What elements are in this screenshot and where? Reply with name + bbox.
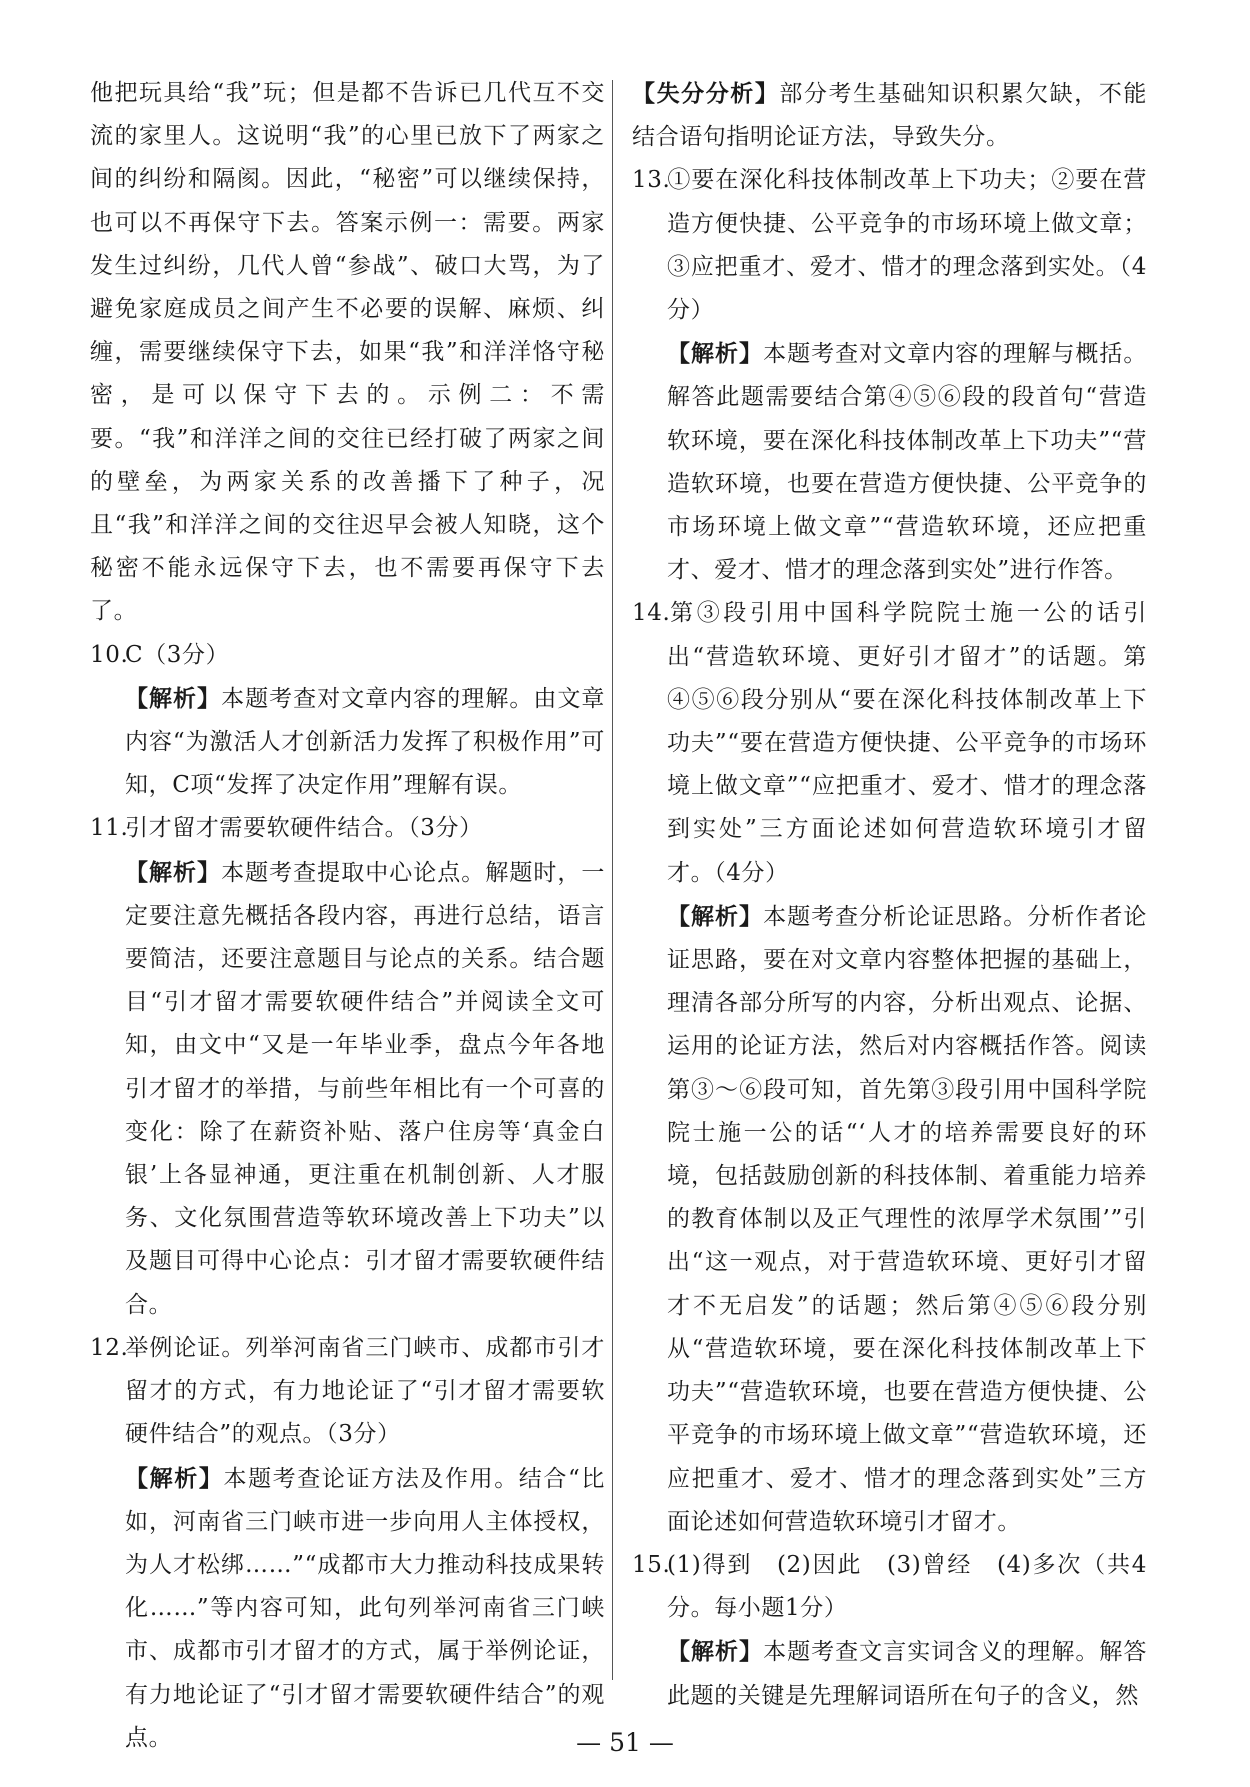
- analysis-text: 本题考查对文章内容的理解。由文章内容“为激活人才创新活力发挥了积极作用”可知，C项“发挥了决定作用”理解有误。: [125, 685, 605, 799]
- question-15-answer: [632, 1544, 1147, 1630]
- analysis-text: 本题考查论证方法及作用。结合“比如，河南省三门峡市进一步向用人主体授权，为人才松绑……”“成都市大力推动科技成果转化……”等内容可知，此句列举河南省三门峡市、成都市引才留才的方式，属于举例论证，有力地论证了“引才留才需要软硬件结合”的观点。: [125, 1465, 605, 1751]
- question-13-answer: [632, 159, 1147, 332]
- analysis-tag: 【解析】: [125, 858, 222, 886]
- question-12-answer: [90, 1327, 605, 1457]
- loss-analysis-paragraph: [632, 72, 1147, 159]
- answer-text: ①要在深化科技体制改革上下功夫；②要在营造方便快捷、公平竞争的市场环境上做文章；③应把重才、爱才、惜才的理念落到实处。（4分）: [667, 167, 1147, 324]
- question-number: 12.: [90, 1334, 129, 1361]
- question-number: 10.: [90, 641, 129, 668]
- question-number: 11.: [90, 815, 129, 842]
- question-11-answer: [90, 807, 605, 850]
- analysis-tag: 【解析】: [667, 1638, 764, 1666]
- question-15-analysis: [632, 1630, 1147, 1717]
- analysis-text: 本题考查分析论证思路。分析作者论证思路，要在对文章内容整体把握的基础上，理清各部分所写的内容，分析出观点、论据、运用的论证方法，然后对内容概括作答。阅读第③～⑥段可知，首先第③段引用中国科学院院士施一公的话“‘人才的培养需要良好的环境，包括鼓励创新的科技体制、着重能力培养的教育体制以及正气理性的浓厚学术氛围’”引出“这一观点，对于营造软环境、更好引才留才不无启发”的话题；然后第④⑤⑥段分别从“营造软环境，要在深化科技体制改革上下功夫”“营造软环境，也要在营造方便快捷、公平竞争的市场环境上做文章”“营造软环境，还应把重才、爱才、惜才的理念落到实处”三方面论述如何营造软环境引才留才。: [667, 903, 1147, 1535]
- analysis-text: 本题考查文言实词含义的理解。解答此题的关键是先理解词语所在句子的含义，然: [667, 1639, 1147, 1709]
- question-10-analysis: [90, 677, 605, 808]
- analysis-text: 本题考查提取中心论点。解题时，一定要注意先概括各段内容，再进行总结，语言要简洁，还要注意题目与论点的关系。结合题目“引才留才需要软硬件结合”并阅读全文可知，由文中“又是一年毕业季，盘点今年各地引才留才的举措，与前些年相比有一个可喜的变化：除了在薪资补贴、落户住房等‘真金白银’上各显神通，更注重在机制创新、人才服务、文化氛围营造等软环境改善上下功夫”以及题目可得中心论点：引才留才需要软硬件结合。: [125, 859, 605, 1318]
- analysis-tag: 【解析】: [125, 1464, 224, 1492]
- continuation-paragraph: 他把玩具给“我”玩；但是都不告诉已几代互不交流的家里人。这说明“我”的心里已放下了两家之间的纠纷和隔阂。因此，“秘密”可以继续保持，也可以不再保守下去。答案示例一：需要。两家发生过纠纷，几代人曾“参战”、破口大骂，为了避免家庭成员之间产生不必要的误解、麻烦、纠缠，需要继续保守下去，如果“我”和洋洋恪守秘密，是可以保守下去的。示例二：不需要。“我”和洋洋之间的交往已经打破了两家之间的壁垒，为两家关系的改善播下了种子，况且“我”和洋洋之间的交往迟早会被人知晓，这个秘密不能永远保守下去，也不需要再保守下去了。: [90, 80, 605, 625]
- column-divider: [612, 80, 613, 1680]
- analysis-text: 本题考查对文章内容的理解与概括。解答此题需要结合第④⑤⑥段的段首句“营造软环境，要在深化科技体制改革上下功夫”“营造软环境，也要在营造方便快捷、公平竞争的市场环境上做文章”“营造软环境，还应把重才、爱才、惜才的理念落到实处”进行作答。: [667, 341, 1147, 584]
- analysis-tag: 【解析】: [667, 902, 764, 930]
- answer-text: (1)得到 (2)因此 (3)曾经 (4)多次（共4分。每小题1分）: [667, 1551, 1147, 1622]
- analysis-tag: 【解析】: [125, 684, 222, 712]
- question-14-answer: [632, 592, 1147, 894]
- analysis-tag: 【解析】: [667, 340, 764, 368]
- question-13-analysis: [632, 332, 1147, 592]
- answer-text: 引才留才需要软硬件结合。（3分）: [125, 815, 483, 842]
- question-12-analysis: [90, 1457, 605, 1760]
- left-column: [90, 72, 605, 1760]
- loss-analysis-tag: 【失分分析】: [632, 80, 780, 107]
- answer-text: C（3分）: [125, 641, 230, 668]
- question-number: 13.: [632, 167, 671, 194]
- right-column: [632, 72, 1147, 1718]
- question-11-analysis: [90, 851, 605, 1327]
- question-10-answer: [90, 634, 605, 677]
- page-number: — 51 —: [576, 1728, 674, 1757]
- answer-text: 举例论证。列举河南省三门峡市、成都市引才留才的方式，有力地论证了“引才留才需要软硬件结合”的观点。（3分）: [125, 1334, 605, 1448]
- answer-text: 第③段引用中国科学院院士施一公的话引出“营造软环境、更好引才留才”的话题。第④⑤⑥段分别从“要在深化科技体制改革上下功夫”“要在营造方便快捷、公平竞争的市场环境上做文章”“应把重才、爱才、惜才的理念落到实处”三方面论述如何营造软环境引才留才。（4分）: [667, 600, 1147, 886]
- question-14-analysis: [632, 895, 1147, 1544]
- question-number: 14.: [632, 600, 671, 627]
- question-number: 15.: [632, 1551, 671, 1578]
- loss-analysis-text: 部分考生基础知识积累欠缺，不能结合语句指明论证方法，导致失分。: [632, 81, 1147, 151]
